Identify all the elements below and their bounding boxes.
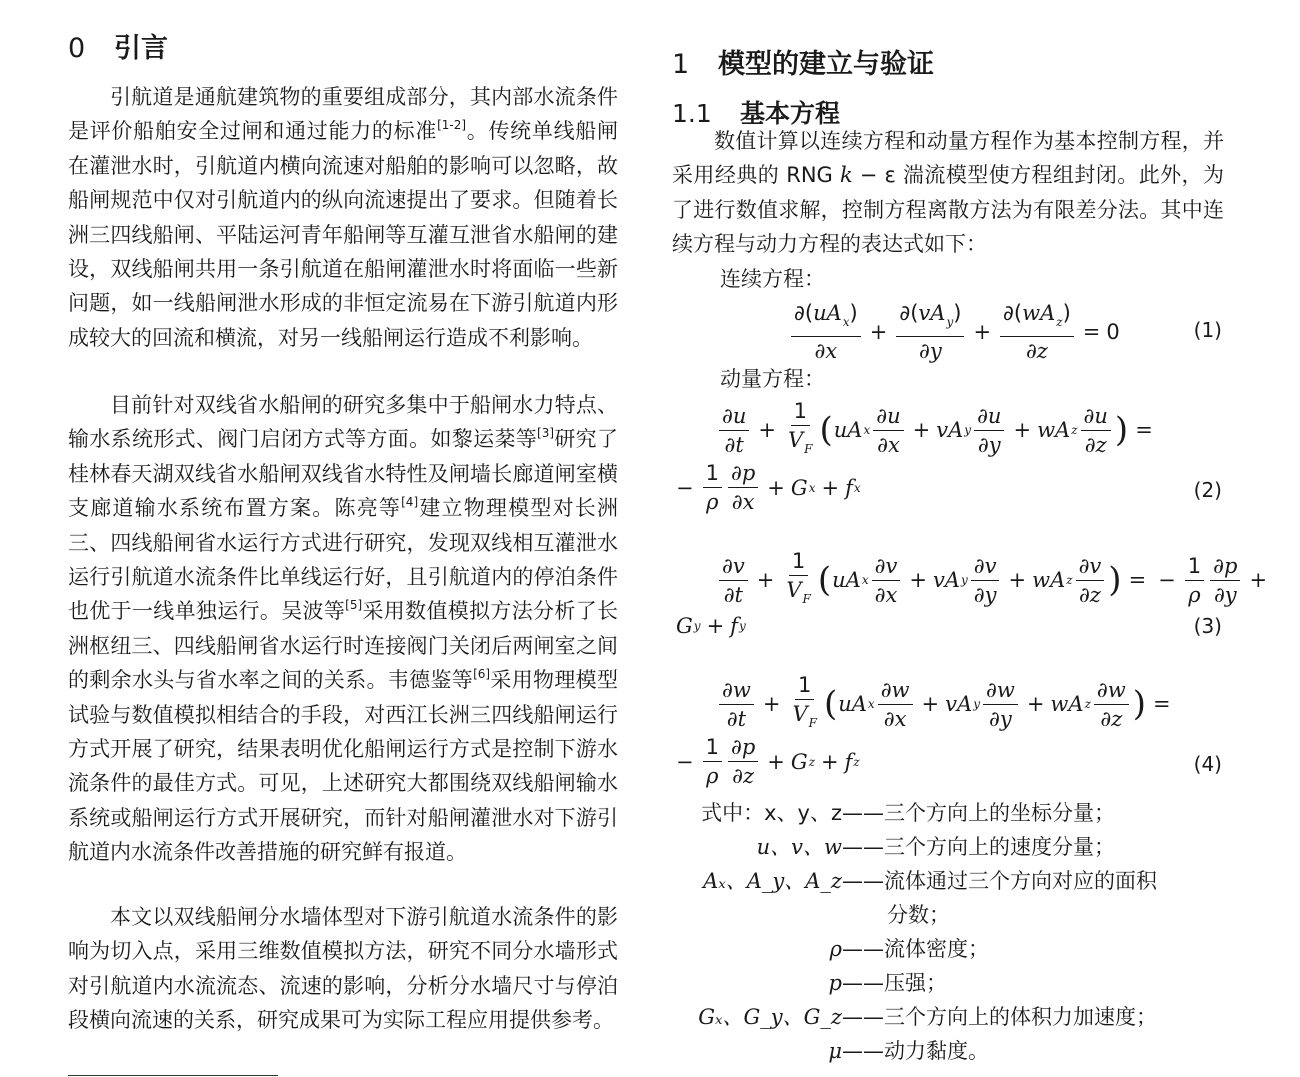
momentum-x-line2: − $\frac{1}{\rho}$ $\frac{\partial p}{\partial x}$ + G x + f x (676, 461, 861, 514)
symbol-key: ρ (829, 937, 842, 961)
section-heading-model (672, 42, 934, 81)
symbol-key: p (828, 971, 842, 995)
intro-paragraph-1 (68, 80, 618, 355)
symbol-desc: 分数； (887, 903, 950, 927)
section-title: 模型的建立与验证 (718, 49, 934, 80)
para-text: 目前针对双线省水船闸的研究多集中于船闸水力特点、输水系统形式、阀门启闭方式等方面。如黎运棻等 (68, 393, 618, 452)
citation: [5] (345, 598, 363, 613)
equations-intro (672, 124, 1224, 262)
momentum-z-line1: $\frac{\partial w}{\partial t}$ + $\frac{1}{V_F}$ ( uA x $\frac{\partial w}{\partial x}$ + vA y $\frac{\partial w}{\partial y}$ + wA z $\frac{\partial w}{\partial z}$ ) = (716, 672, 1177, 736)
para-text: 数值计算以连续方程和动量方程作为基本控制方程，并采用经典的 RNG (672, 129, 1224, 188)
continuity-label: 连续方程： (720, 267, 825, 291)
citation: [1-2] (437, 118, 467, 133)
equation-number: (4) (1193, 752, 1222, 776)
para-text: 。传统单线船闸在灌泄水时，引航道内横向流速对船舶的影响可以忽略，故船闸规范中仅对引航道内的纵向流速提出了要求。但随着长洲三四线船闸、平陆运河青年船闸等互灌互泄省水船闸的建设，双线船闸共用一条引航道在船闸灌泄水时将面临一些新问题，如一线船闸泄水形成的非恒定流易在下游引航道内形成较大的回流和横流，对另一线船闸运行造成不利影响。 (68, 119, 618, 350)
symbol-key: Aₓ、A_y、A_z (703, 869, 842, 893)
section-number: 1 (672, 49, 690, 80)
equation-number: (1) (1193, 318, 1222, 342)
section-title: 引言 (114, 33, 168, 64)
citation: [3] (537, 426, 555, 441)
symbol-desc: ——三个方向上的体积力加速度； (842, 1005, 1157, 1029)
equation-number: (2) (1193, 478, 1222, 502)
subsection-title: 基本方程 (740, 99, 841, 128)
momentum-y-line1: $\frac{\partial v}{\partial t}$ + $\frac{1}{V_F}$ ( uA x $\frac{\partial v}{\partial x}$ + vA y $\frac{\partial v}{\partial y}$ + wA z $\frac{\partial v}{\partial z}$ ) = − $\frac{1}{\rho}$ $\frac{\partial p}{\partial y}$ + (716, 548, 1273, 612)
continuity-equation: $\frac{\partial(uA_x)}{\partial x}$ + $\frac{\partial(vA_y)}{\partial y}$ + $\frac{\partial(wA_z)}{\partial z}$ = 0 (788, 300, 1120, 364)
para-text: 采用数值模拟方法分析了长洲枢纽三、四线船闸省水运行时连接阀门关闭后两闸室之间的剩余水头与省水率之间的关系。韦德鉴等 (68, 599, 619, 693)
math-symbol: k (839, 163, 853, 188)
symbol-desc: ——流体通过三个方向对应的面积 (842, 869, 1157, 893)
para-text: 研究了桂林春天湖双线省水船闸双线省水特性及闸墙长廊道闸室横支廊道输水系统布置方案。陈亮等 (68, 427, 619, 521)
section-number: 0 (68, 33, 86, 64)
symbol-key: μ (828, 1039, 842, 1063)
symbol-key: Gₓ、G_y、G_z (698, 1005, 842, 1029)
symbol-desc: ——流体密度； (842, 937, 989, 961)
section-heading-intro (68, 26, 168, 65)
symbol-desc: ——压强； (842, 971, 947, 995)
para-text: 建立物理模型对长洲三、四线船闸省水运行方式进行研究，发现双线相互灌泄水运行引航道水流条件比单线运行好，且引航道内的停泊条件也优于一线单独运行。吴波等 (68, 496, 618, 624)
momentum-x-line1: $\frac{\partial u}{\partial t}$ + $\frac{1}{V_F}$ ( uA x $\frac{\partial u}{\partial x}$ + vA y $\frac{\partial u}{\partial y}$ + wA z $\frac{\partial u}{\partial z}$ ) = (716, 398, 1159, 462)
symbol-desc: ——动力黏度。 (842, 1039, 989, 1063)
symbol-desc: ——三个方向上的坐标分量； (842, 801, 1115, 825)
subsection-number: 1.1 (672, 99, 712, 128)
momentum-label: 动量方程： (720, 367, 825, 391)
citation: [6] (473, 667, 491, 682)
intro-paragraph-3: 本文以双线船闸分水墙体型对下游引航道水流条件的影响为切入点，采用三维数值模拟方法，研究不同分水墙形式对引航道内水流流态、流速的影响，分析分水墙尺寸与停泊段横向流速的关系，研究成果可为实际工程应用提供参考。 (68, 905, 618, 1033)
para-text: − ε 湍流模型使方程组封闭。此外，为了进行数值求解，控制方程离散方法为有限差分法。其中连续方程与动力方程的表达式如下： (672, 163, 1224, 257)
equation-number: (3) (1193, 614, 1222, 638)
symbol-key: u、v、w (756, 835, 842, 859)
momentum-y-line2: G y + f y (676, 614, 746, 638)
citation: [4] (401, 495, 419, 510)
para-text: 采用物理模型试验与数值模拟相结合的手段，对西江长洲三四线船闸运行方式开展了研究，结果表明优化船闸运行方式是控制下游水流条件的最佳方式。可见，上述研究大都围绕双线船闸输水系统或船闸运行方式开展研究，而针对船闸灌泄水对下游引航道内水流条件改善措施的研究鲜有报道。 (68, 668, 618, 865)
symbol-key: 式中：x、y、z (701, 801, 842, 825)
momentum-z-line2: − $\frac{1}{\rho}$ $\frac{\partial p}{\partial z}$ + G z + f z (676, 735, 860, 788)
para-text: 引航道是通航建筑物的重要组成部分，其内部水流条件是评价船舶安全过闸和通过能力的标准 (68, 85, 618, 144)
symbol-desc: ——三个方向上的速度分量； (842, 835, 1115, 859)
footnote-rule (68, 1075, 278, 1076)
intro-paragraph-2 (68, 388, 618, 870)
